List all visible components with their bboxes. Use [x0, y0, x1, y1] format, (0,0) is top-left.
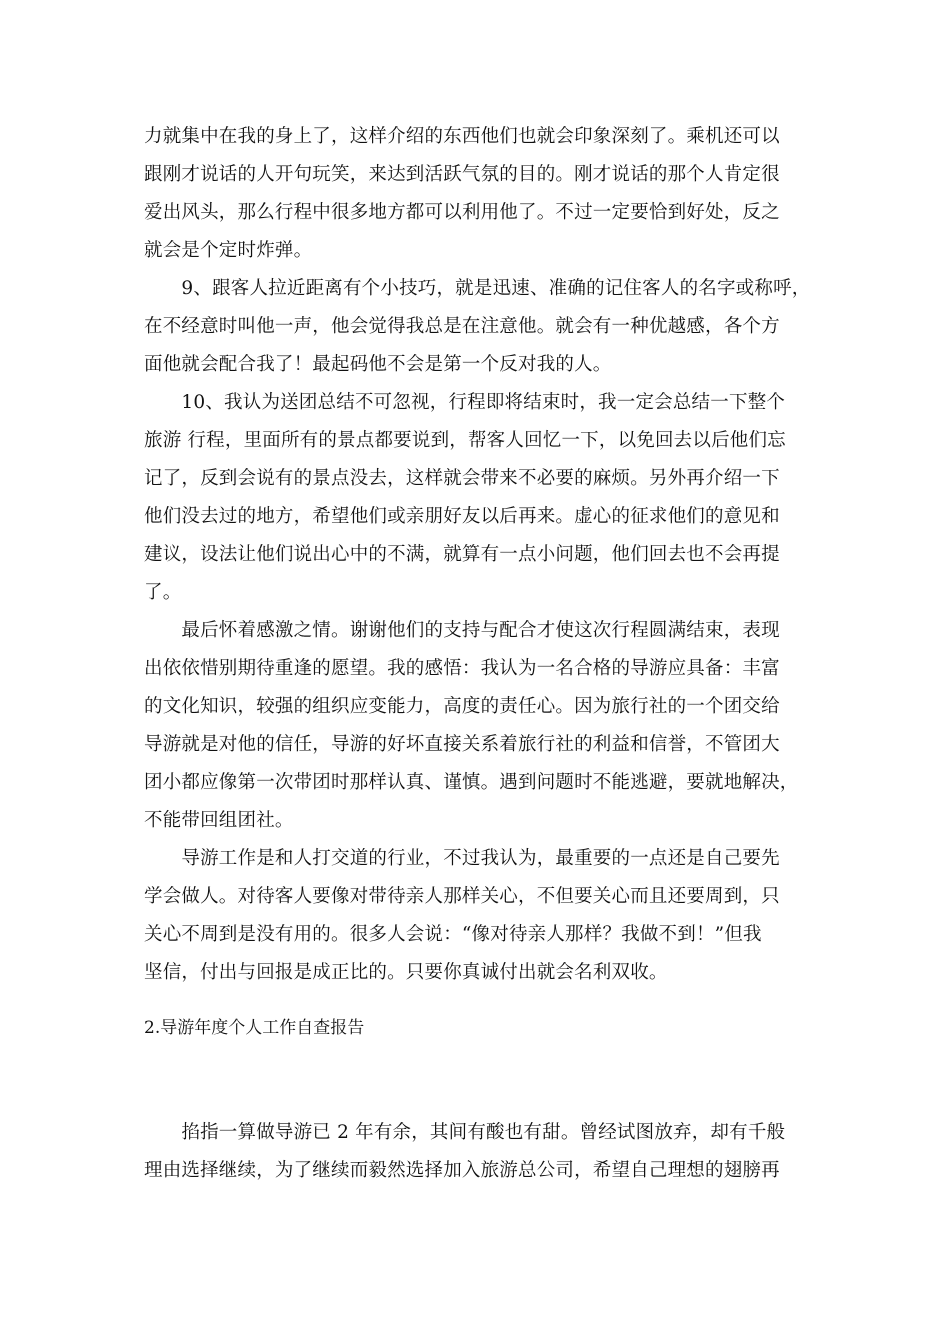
text-line: 力就集中在我的身上了，这样介绍的东西他们也就会印象深刻了。乘机还可以 [144, 126, 780, 147]
text-line: 10、我认为送团总结不可忽视，行程即将结束时，我一定会总结一下整个 [144, 392, 786, 413]
text-line: 9、跟客人拉近距离有个小技巧，就是迅速、准确的记住客人的名字或称呼， [144, 278, 811, 299]
text-line: 掐指一算做导游已 2 年有余，其间有酸也有甜。曾经试图放弃，却有千般 [144, 1122, 786, 1143]
text-line: 团小都应像第一次带团时那样认真、谨慎。遇到问题时不能逃避，要就地解决， [144, 772, 799, 793]
text-line: 爱出风头，那么行程中很多地方都可以利用他了。不过一定要恰到好处，反之 [144, 202, 780, 223]
text-line: 的文化知识，较强的组织应变能力，高度的责任心。因为旅行社的一个团交给 [144, 696, 780, 717]
text-line: 就会是个定时炸弹。 [144, 240, 313, 261]
text-line: 导游工作是和人打交道的行业，不过我认为，最重要的一点还是自己要先 [144, 848, 780, 869]
text-line: 建议，设法让他们说出心中的不满，就算有一点小问题，他们回去也不会再提 [144, 544, 780, 565]
text-line: 最后怀着感激之情。谢谢他们的支持与配合才使这次行程圆满结束，表现 [144, 620, 780, 641]
text-line: 理由选择继续，为了继续而毅然选择加入旅游总公司，希望自己理想的翅膀再 [144, 1160, 780, 1181]
text-line: 他们没去过的地方，希望他们或亲朋好友以后再来。虚心的征求他们的意见和 [144, 506, 780, 527]
text-line: 旅游 行程，里面所有的景点都要说到，帮客人回忆一下，以免回去以后他们忘 [144, 430, 786, 451]
text-line: 跟刚才说话的人开句玩笑，来达到活跃气氛的目的。刚才说话的那个人肯定很 [144, 164, 780, 185]
text-line: 学会做人。对待客人要像对带待亲人那样关心，不但要关心而且还要周到，只 [144, 886, 780, 907]
text-line: 不能带回组团社。 [144, 810, 294, 831]
text-line: 了。 [144, 582, 182, 603]
text-line: 导游就是对他的信任，导游的好坏直接关系着旅行社的利益和信誉，不管团大 [144, 734, 780, 755]
body-text-section-one [144, 118, 809, 992]
text-line: 在不经意时叫他一声，他会觉得我总是在注意他。就会有一种优越感，各个方 [144, 316, 780, 337]
section-heading: 2.导游年度个人工作自查报告 [144, 1018, 365, 1038]
body-text-section-two [144, 1114, 809, 1190]
text-line: 记了，反到会说有的景点没去，这样就会带来不必要的麻烦。另外再介绍一下 [144, 468, 780, 489]
text-line: 面他就会配合我了！最起码他不会是第一个反对我的人。 [144, 354, 612, 375]
text-line: 坚信，付出与回报是成正比的。只要你真诚付出就会名利双收。 [144, 962, 668, 983]
text-line: 出依依惜别期待重逢的愿望。我的感悟：我认为一名合格的导游应具备：丰富 [144, 658, 780, 679]
text-line: 关心不周到是没有用的。很多人会说：“像对待亲人那样？我做不到！”但我 [144, 924, 762, 945]
